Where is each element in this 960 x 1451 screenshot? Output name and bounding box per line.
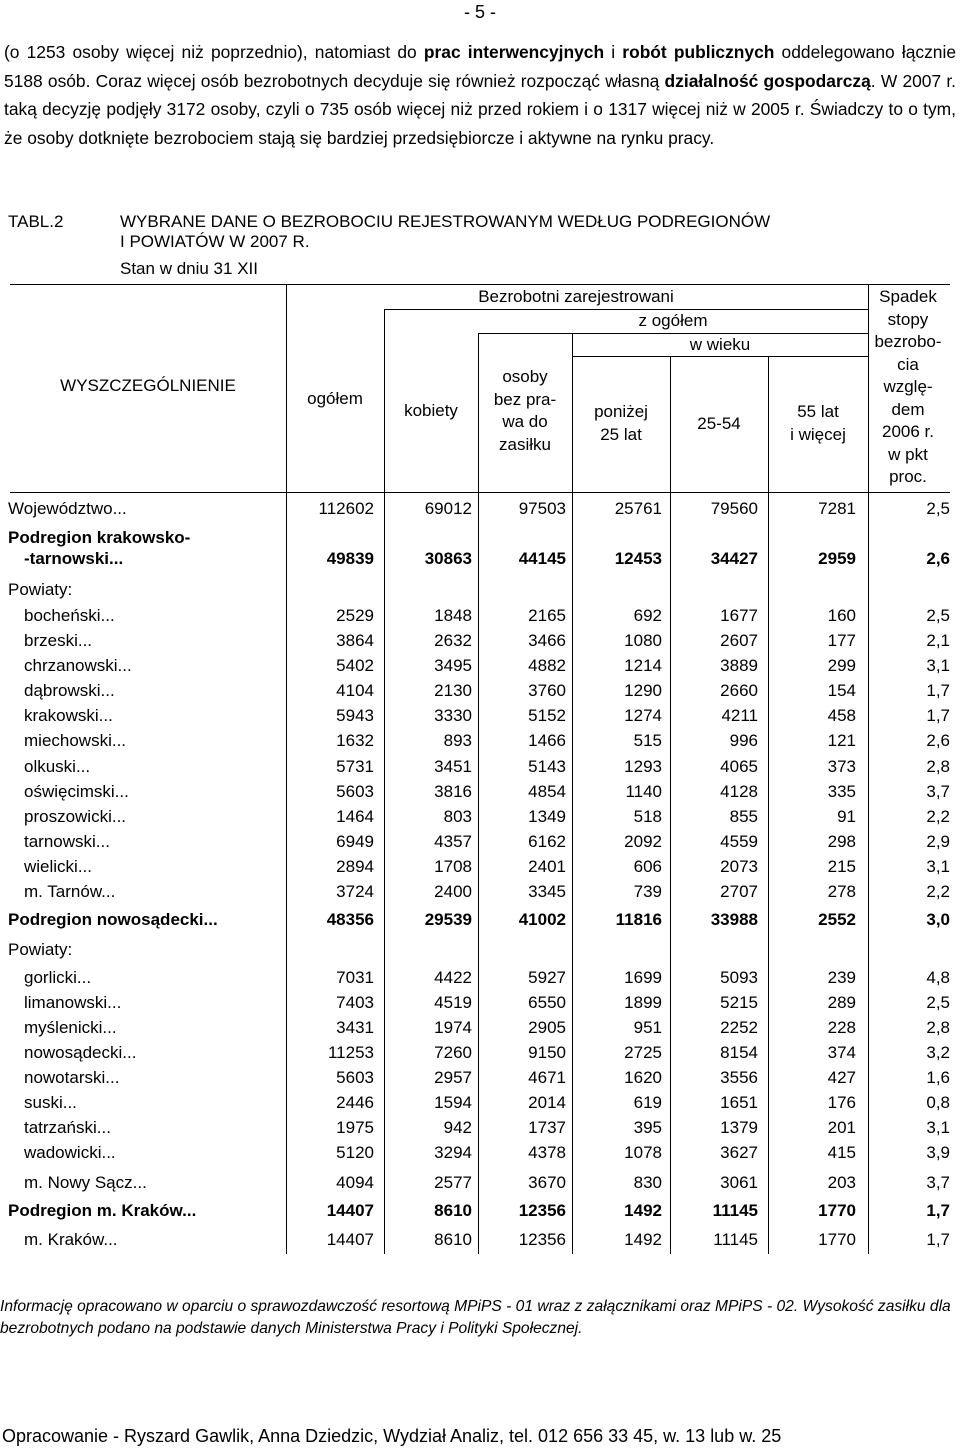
footer: Opracowanie - Ryszard Gawlik, Anna Dziedzic, Wydział Analiz, tel. 012 656 33 45, w. 13 lub w. 25 — [2, 1426, 782, 1446]
cell-value: 2130 — [434, 681, 472, 700]
row-label: -tarnowski... — [24, 549, 124, 568]
cell-value: 2957 — [434, 1068, 472, 1087]
cell-value: 278 — [827, 882, 856, 901]
cell-value: 69012 — [424, 499, 472, 518]
table-row — [0, 882, 960, 907]
cell-value: 3760 — [528, 681, 566, 700]
cell-value: 2,2 — [926, 807, 950, 826]
header-line: i więcej — [790, 424, 846, 444]
cell-value: 3345 — [528, 882, 566, 901]
cell-value: 3816 — [434, 782, 472, 801]
cell-value: 33988 — [710, 910, 758, 929]
cell-value: 3556 — [720, 1068, 758, 1087]
row-label: Podregion krakowsko- — [8, 528, 191, 547]
cell-value: 619 — [633, 1093, 662, 1112]
table-row — [0, 757, 960, 782]
cell-value: 8610 — [434, 1230, 472, 1249]
cell-value: 2607 — [720, 631, 758, 650]
cell-value: 2073 — [720, 857, 758, 876]
cell-value: 4357 — [434, 832, 472, 851]
cell-value: 2,2 — [926, 882, 950, 901]
cell-value: 3,7 — [926, 1173, 950, 1192]
cell-value: 12453 — [614, 549, 662, 568]
intro-text: (o 1253 osoby więcej niż poprzednio), natomiast do — [4, 42, 424, 62]
table-row — [0, 549, 960, 574]
row-label: oświęcimski... — [24, 782, 129, 801]
cell-value: 1974 — [434, 1018, 472, 1037]
header-kobiety: kobiety — [404, 401, 458, 420]
table-row — [0, 1018, 960, 1043]
cell-value: 1737 — [528, 1118, 566, 1137]
cell-value: 3,9 — [926, 1143, 950, 1162]
row-label: tatrzański... — [24, 1118, 111, 1137]
cell-value: 14407 — [326, 1230, 374, 1249]
cell-value: 1078 — [624, 1143, 662, 1162]
cell-value: 1848 — [434, 606, 472, 625]
table-row — [0, 631, 960, 656]
row-label: dąbrowski... — [24, 681, 115, 700]
header-line: 2006 r. — [882, 422, 934, 441]
cell-value: 298 — [827, 832, 856, 851]
cell-value: 11253 — [327, 1043, 374, 1062]
row-label: nowosądecki... — [24, 1043, 137, 1062]
header-line: 25 lat — [600, 424, 642, 444]
header-group: Bezrobotni zarejestrowani — [478, 287, 674, 306]
row-label: m. Kraków... — [24, 1230, 118, 1249]
cell-value: 855 — [729, 807, 758, 826]
cell-value: 1,7 — [926, 1201, 950, 1220]
cell-value: 30863 — [424, 549, 472, 568]
cell-value: 1379 — [720, 1118, 758, 1137]
cell-value: 1,6 — [926, 1068, 950, 1087]
cell-value: 3451 — [434, 757, 472, 776]
cell-value: 4559 — [720, 832, 758, 851]
cell-value: 3,7 — [926, 782, 950, 801]
intro-bold: prac interwencyjnych — [423, 42, 605, 62]
table-row — [0, 1043, 960, 1068]
cell-value: 49839 — [326, 549, 374, 568]
header-line: proc. — [889, 467, 927, 486]
row-label: brzeski... — [24, 631, 93, 650]
row-label: myślenicki... — [24, 1018, 117, 1037]
cell-value: 3627 — [720, 1143, 758, 1162]
cell-value: 3061 — [720, 1173, 758, 1192]
header-line: poniżej — [594, 402, 648, 421]
cell-value: 9150 — [528, 1043, 566, 1062]
cell-value: 6162 — [528, 832, 566, 851]
header-line: bezrobo- — [874, 332, 942, 351]
intro-bold: robót publicznych — [622, 42, 775, 62]
cell-value: 239 — [827, 968, 856, 987]
cell-value: 29539 — [424, 910, 472, 929]
cell-value: 2894 — [336, 857, 374, 876]
cell-value: 2165 — [528, 606, 566, 625]
header-spadek — [868, 286, 948, 489]
row-label: chrzanowski... — [24, 656, 132, 675]
cell-value: 3724 — [336, 882, 374, 901]
row-label: tarnowski... — [24, 832, 110, 851]
cell-value: 2,8 — [926, 1018, 950, 1037]
cell-value: 1,7 — [926, 706, 950, 725]
cell-value: 1290 — [624, 681, 662, 700]
cell-value: 4104 — [336, 681, 374, 700]
header-line: Spadek — [879, 287, 937, 306]
table-row — [0, 1093, 960, 1118]
cell-value: 160 — [827, 606, 856, 625]
cell-value: 176 — [827, 1093, 856, 1112]
cell-value: 515 — [633, 731, 662, 750]
row-label: proszowicki... — [24, 807, 127, 826]
header-line: stopy — [887, 309, 929, 329]
table-row — [0, 681, 960, 706]
cell-value: 2660 — [720, 681, 758, 700]
table-row — [0, 807, 960, 832]
row-label: Województwo... — [8, 499, 127, 518]
cell-value: 79560 — [710, 499, 758, 518]
header-line: wa do — [502, 412, 548, 431]
cell-value: 415 — [827, 1143, 856, 1162]
cell-value: 1,7 — [926, 1230, 950, 1249]
cell-value: 1620 — [624, 1068, 662, 1087]
header-line: osoby — [502, 367, 548, 386]
cell-value: 2725 — [624, 1043, 662, 1062]
cell-value: 3431 — [336, 1018, 374, 1037]
cell-value: 3495 — [434, 656, 472, 675]
table-subtitle: Stan w dniu 31 XII — [120, 259, 258, 278]
cell-value: 1349 — [528, 807, 566, 826]
cell-value: 289 — [827, 993, 856, 1012]
cell-value: 3670 — [528, 1173, 566, 1192]
cell-value: 2014 — [528, 1093, 566, 1112]
cell-value: 12356 — [518, 1230, 566, 1249]
intro-text: . W 2007 r. taką decyzję podjęły 3172 osoby, czyli o 735 osób więcej niż przed rokiem i o 1317 więcej niż w 2005 r. Świadczy to o tym, że osoby dotknięte bezrobociem stają się bardziej przedsiębiorcze i aktywne na rynku pracy. — [4, 70, 957, 148]
cell-value: 518 — [633, 807, 662, 826]
cell-value: 25761 — [614, 499, 662, 518]
cell-value: 458 — [827, 706, 856, 725]
cell-value: 1899 — [624, 993, 662, 1012]
table-row — [0, 606, 960, 631]
table-row — [0, 782, 960, 807]
cell-value: 1,7 — [926, 681, 950, 700]
cell-value: 2401 — [528, 857, 566, 876]
cell-value: 154 — [827, 681, 856, 700]
cell-value: 12356 — [518, 1201, 566, 1220]
cell-value: 91 — [837, 807, 856, 826]
cell-value: 374 — [827, 1043, 856, 1062]
cell-value: 8154 — [720, 1043, 758, 1062]
cell-value: 1677 — [720, 606, 758, 625]
cell-value: 2446 — [336, 1093, 374, 1112]
cell-value: 3889 — [720, 656, 758, 675]
header-spec: WYSZCZEGÓLNIENIE — [60, 376, 236, 395]
cell-value: 1464 — [336, 807, 374, 826]
table-row — [0, 580, 960, 605]
cell-value: 2,9 — [926, 832, 950, 851]
cell-value: 2252 — [720, 1018, 758, 1037]
cell-value: 5152 — [528, 706, 566, 725]
cell-value: 7403 — [336, 993, 374, 1012]
cell-value: 2707 — [720, 882, 758, 901]
row-label: Podregion nowosądecki... — [8, 910, 218, 929]
cell-value: 2400 — [434, 882, 472, 901]
cell-value: 112602 — [318, 499, 374, 518]
cell-value: 3,1 — [926, 857, 950, 876]
intro-text: i — [604, 42, 623, 62]
table-row — [0, 968, 960, 993]
header-z-ogolem: z ogółem — [638, 311, 708, 330]
table-row — [0, 731, 960, 756]
cell-value: 2092 — [624, 832, 662, 851]
table-top-rule — [10, 284, 950, 285]
table-label: TABL.2 — [8, 212, 64, 231]
row-label: miechowski... — [24, 731, 127, 750]
cell-value: 5943 — [336, 706, 374, 725]
cell-value: 4065 — [720, 757, 758, 776]
cell-value: 5093 — [720, 968, 758, 987]
cell-value: 14407 — [326, 1201, 374, 1220]
cell-value: 803 — [443, 807, 472, 826]
cell-value: 1632 — [336, 731, 374, 750]
cell-value: 1492 — [624, 1230, 662, 1249]
row-label: limanowski... — [24, 993, 122, 1012]
cell-value: 5603 — [336, 782, 374, 801]
cell-value: 1274 — [624, 706, 662, 725]
cell-value: 5402 — [336, 656, 374, 675]
cell-value: 2,8 — [926, 757, 950, 776]
cell-value: 2,6 — [926, 549, 950, 568]
cell-value: 177 — [827, 631, 856, 650]
cell-value: 299 — [827, 656, 856, 675]
cell-value: 97503 — [518, 499, 566, 518]
header-w-wieku: w wieku — [689, 335, 751, 354]
cell-value: 2905 — [528, 1018, 566, 1037]
cell-value: 2,5 — [926, 606, 950, 625]
cell-value: 1975 — [336, 1118, 374, 1137]
table-row — [0, 832, 960, 857]
cell-value: 692 — [633, 606, 662, 625]
cell-value: 996 — [729, 731, 758, 750]
header-line: bez pra- — [493, 389, 557, 409]
cell-value: 373 — [827, 757, 856, 776]
cell-value: 1140 — [625, 782, 662, 801]
cell-value: 11145 — [713, 1230, 758, 1249]
intro-bold: działalność gospodarczą — [664, 70, 871, 91]
cell-value: 48356 — [326, 910, 374, 929]
header-line: wzglę- — [883, 377, 933, 396]
cell-value: 2632 — [434, 631, 472, 650]
cell-value: 41002 — [518, 910, 566, 929]
intro-paragraph — [4, 38, 956, 152]
cell-value: 121 — [827, 731, 856, 750]
header-line: dem — [891, 399, 925, 419]
cell-value: 3,1 — [926, 656, 950, 675]
cell-value: 3,0 — [926, 910, 950, 929]
cell-value: 7260 — [434, 1043, 472, 1062]
table-row — [0, 1173, 960, 1198]
cell-value: 6949 — [336, 832, 374, 851]
cell-value: 335 — [827, 782, 856, 801]
row-label: wadowicki... — [24, 1143, 116, 1162]
cell-value: 830 — [633, 1173, 662, 1192]
row-label: Podregion m. Kraków... — [8, 1201, 197, 1220]
row-label: m. Tarnów... — [24, 882, 116, 901]
cell-value: 1293 — [624, 757, 662, 776]
table-row — [0, 1201, 960, 1226]
header-line: w pkt — [888, 444, 928, 464]
cell-value: 2529 — [336, 606, 374, 625]
cell-value: 2,5 — [926, 499, 950, 518]
cell-value: 215 — [827, 857, 856, 876]
table-row — [0, 499, 960, 524]
cell-value: 606 — [633, 857, 662, 876]
cell-value: 1594 — [434, 1093, 472, 1112]
cell-value: 3330 — [434, 706, 472, 725]
cell-value: 7031 — [336, 968, 374, 987]
cell-value: 2577 — [434, 1173, 472, 1192]
cell-value: 4128 — [720, 782, 758, 801]
cell-value: 4,8 — [926, 968, 950, 987]
header-line: 55 lat — [797, 402, 839, 421]
cell-value: 11816 — [615, 910, 662, 929]
cell-value: 951 — [633, 1018, 662, 1037]
header-age-mid: 25-54 — [697, 414, 741, 433]
row-label: gorlicki... — [24, 968, 92, 987]
cell-value: 1080 — [624, 631, 662, 650]
cell-value: 203 — [827, 1173, 856, 1192]
cell-value: 2,5 — [926, 993, 950, 1012]
table-row — [0, 1068, 960, 1093]
cell-value: 5120 — [336, 1143, 374, 1162]
cell-value: 0,8 — [926, 1093, 950, 1112]
table-row — [0, 993, 960, 1018]
table-row — [0, 857, 960, 882]
cell-value: 1466 — [528, 731, 566, 750]
table-row — [0, 940, 960, 965]
cell-value: 5603 — [336, 1068, 374, 1087]
cell-value: 2,1 — [926, 631, 950, 650]
cell-value: 1651 — [720, 1093, 758, 1112]
cell-value: 44145 — [518, 549, 566, 568]
cell-value: 2959 — [818, 549, 856, 568]
cell-value: 1770 — [818, 1230, 856, 1249]
header-bottom-rule — [10, 492, 950, 493]
cell-value: 11145 — [712, 1201, 758, 1220]
row-label: wielicki... — [24, 857, 93, 876]
row-label: Powiaty: — [8, 940, 73, 959]
source-note: Informację opracowano w oparciu o sprawozdawczość resortową MPiPS - 01 wraz z załącznikami oraz MPiPS - 02. Wysokość zasiłku dla bezrobotnych podano na podstawie danych Ministerstwa Pracy i Polityki Społecznej. — [0, 1298, 951, 1337]
cell-value: 3466 — [528, 631, 566, 650]
table-title-line: I POWIATÓW W 2007 R. — [120, 232, 310, 251]
cell-value: 4519 — [434, 993, 472, 1012]
header-line: zasiłku — [499, 434, 551, 454]
header-ponizej — [572, 401, 670, 446]
cell-value: 6550 — [528, 993, 566, 1012]
cell-value: 3,1 — [926, 1118, 950, 1137]
header-age-old — [768, 401, 868, 446]
cell-value: 3294 — [434, 1143, 472, 1162]
page-number: - 5 - — [463, 2, 496, 22]
table-row — [0, 1118, 960, 1143]
cell-value: 1770 — [818, 1201, 856, 1220]
row-label: Powiaty: — [8, 580, 73, 599]
cell-value: 3864 — [336, 631, 374, 650]
table-title — [120, 212, 920, 252]
cell-value: 739 — [633, 882, 662, 901]
row-label: olkuski... — [24, 757, 91, 776]
header-ogolem: ogółem — [307, 389, 363, 408]
cell-value: 5927 — [528, 968, 566, 987]
cell-value: 5143 — [528, 757, 566, 776]
cell-value: 427 — [827, 1068, 856, 1087]
cell-value: 4854 — [528, 782, 566, 801]
cell-value: 1492 — [624, 1201, 662, 1220]
cell-value: 893 — [443, 731, 472, 750]
cell-value: 3,2 — [926, 1043, 950, 1062]
intro-text: oddelegowano łącznie 5188 osób. Coraz więcej osób bezrobotnych decyduje się również rozpocząć własną — [4, 42, 957, 91]
table-title-line: WYBRANE DANE O BEZROBOCIU REJESTROWANYM WEDŁUG PODREGIONÓW — [120, 212, 771, 231]
cell-value: 1214 — [624, 656, 662, 675]
cell-value: 228 — [827, 1018, 856, 1037]
cell-value: 4378 — [528, 1143, 566, 1162]
header-bez-prawa — [478, 366, 572, 456]
cell-value: 5215 — [720, 993, 758, 1012]
cell-value: 4211 — [721, 706, 758, 725]
row-label: bocheński... — [24, 606, 115, 625]
table-row — [0, 1230, 960, 1255]
table-row — [0, 706, 960, 731]
row-label: m. Nowy Sącz... — [24, 1173, 147, 1192]
cell-value: 4882 — [528, 656, 566, 675]
cell-value: 34427 — [710, 549, 758, 568]
row-label: krakowski... — [24, 706, 113, 725]
cell-value: 4094 — [336, 1173, 374, 1192]
cell-value: 201 — [827, 1118, 856, 1137]
cell-value: 5731 — [336, 757, 374, 776]
cell-value: 4671 — [528, 1068, 566, 1087]
table-row — [0, 1143, 960, 1168]
cell-value: 2552 — [818, 910, 856, 929]
cell-value: 1708 — [434, 857, 472, 876]
cell-value: 8610 — [434, 1201, 472, 1220]
table-row — [0, 910, 960, 935]
cell-value: 942 — [443, 1118, 472, 1137]
cell-value: 1699 — [624, 968, 662, 987]
row-label: nowotarski... — [24, 1068, 120, 1087]
cell-value: 7281 — [818, 499, 856, 518]
cell-value: 395 — [633, 1118, 662, 1137]
header-line: cia — [897, 354, 919, 374]
cell-value: 4422 — [434, 968, 472, 987]
table-row — [0, 656, 960, 681]
cell-value: 2,6 — [926, 731, 950, 750]
row-label: suski... — [24, 1093, 77, 1112]
